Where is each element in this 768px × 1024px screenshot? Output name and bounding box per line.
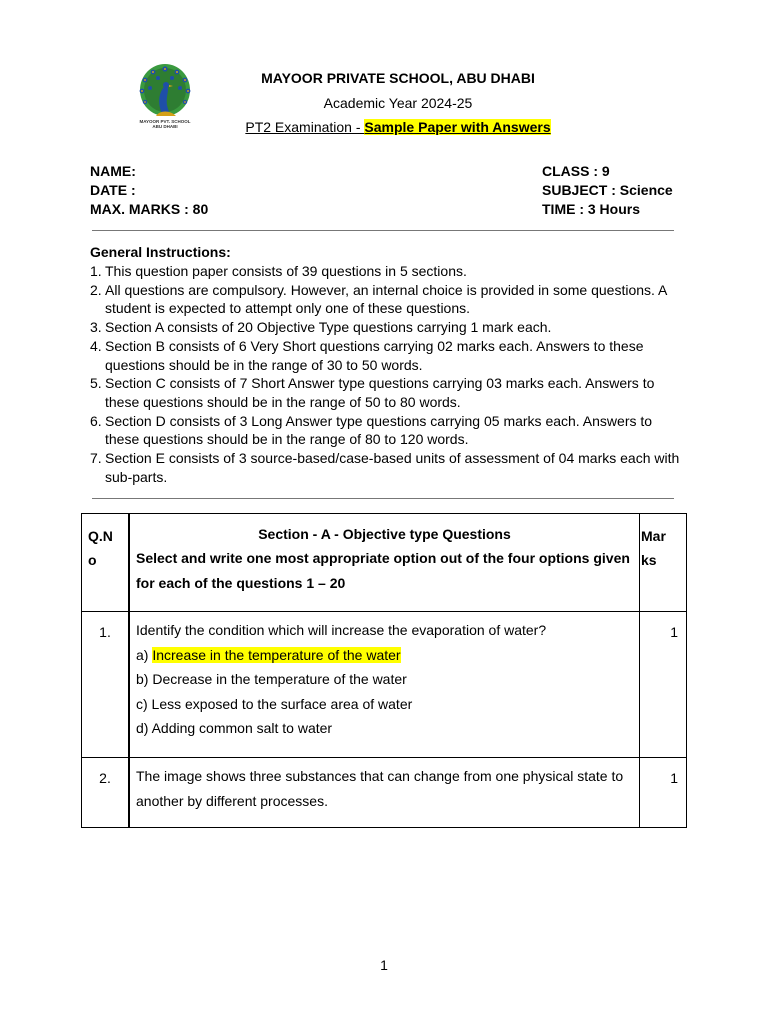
instruction-item	[90, 412, 690, 449]
instruction-number: 3.	[90, 319, 102, 336]
instruction-number: 7.	[90, 450, 102, 467]
name-field: NAME:	[90, 163, 136, 179]
qno-header-label: Q.No	[88, 528, 113, 568]
section-subtitle: Select and write one most appropriate option out of the four options given for each of the questions 1 – 20	[136, 550, 630, 591]
instruction-text: Section B consists of 6 Very Short questions carrying 02 marks each. Answers to these questions should be in the range of 30 to 50 words.	[105, 337, 644, 373]
table-row	[82, 758, 687, 828]
question-number: 1.	[82, 612, 130, 758]
instructions-list	[90, 262, 690, 486]
instruction-text: This question paper consists of 39 questions in 5 sections.	[105, 263, 467, 279]
section-title: Section - A - Objective type Questions	[258, 526, 511, 542]
section-header-cell	[129, 514, 640, 612]
option-c: c) Less exposed to the surface area of water	[136, 695, 413, 712]
logo-caption-line1: MAYOOR PVT. SCHOOL	[139, 119, 191, 124]
meta-right	[542, 162, 673, 219]
exam-title	[14, 119, 768, 135]
meta-left	[90, 162, 208, 219]
instruction-text: All questions are compulsory. However, an internal choice is provided in some questions. A student is expected to attempt only one of these questions.	[105, 281, 667, 317]
instruction-item	[90, 281, 690, 318]
questions-table	[81, 513, 687, 828]
option-d: d) Adding common salt to water	[136, 720, 333, 737]
instructions-title: General Instructions:	[90, 244, 231, 260]
option-a-prefix: a)	[136, 646, 153, 663]
instruction-item	[90, 262, 690, 281]
max-marks: MAX. MARKS : 80	[90, 201, 209, 217]
exam-title-highlight: Sample Paper with Answers	[364, 119, 551, 135]
instruction-number: 4.	[90, 337, 102, 354]
school-name: MAYOOR PRIVATE SCHOOL, ABU DHABI	[261, 70, 535, 86]
option-b: b) Decrease in the temperature of the water	[136, 671, 407, 688]
instruction-number: 5.	[90, 375, 102, 392]
exam-title-prefix: PT2 Examination -	[245, 119, 365, 135]
instruction-number: 1.	[90, 263, 102, 279]
academic-year: Academic Year 2024-25	[323, 95, 473, 111]
qno-header	[82, 514, 130, 612]
date-field: DATE :	[90, 182, 136, 198]
time-field: TIME : 3 Hours	[542, 201, 641, 217]
table-row	[82, 612, 687, 758]
instruction-item	[90, 337, 690, 374]
marks-header-label: Marks	[641, 528, 666, 568]
option-a-answer: Increase in the temperature of the water	[152, 646, 401, 663]
divider-bottom	[92, 498, 674, 499]
instruction-item	[90, 318, 690, 337]
question-body	[129, 758, 640, 828]
instruction-number: 6.	[90, 412, 102, 429]
instruction-number: 2.	[90, 281, 102, 298]
option-a	[136, 643, 633, 668]
instruction-item	[90, 449, 690, 486]
question-marks: 1	[640, 758, 687, 828]
question-text: Identify the condition which will increase the evaporation of water?	[136, 622, 547, 638]
divider-top	[92, 230, 674, 231]
question-marks: 1	[640, 612, 687, 758]
logo-caption-line2: ABU DHABI	[152, 124, 178, 129]
instruction-text: Section D consists of 3 Long Answer type questions carrying 05 marks each. Answers to these questions should be in the range of 80 to 120 words.	[105, 412, 653, 448]
instruction-text: Section E consists of 3 source-based/case-based units of assessment of 04 marks each with sub-parts.	[105, 450, 680, 485]
page-number: 1	[380, 957, 388, 973]
instruction-item	[90, 374, 690, 411]
subject-field: SUBJECT : Science	[542, 182, 673, 198]
instruction-text: Section A consists of 20 Objective Type questions carrying 1 mark each.	[105, 319, 552, 336]
class-field: CLASS : 9	[542, 163, 610, 179]
question-body	[129, 612, 640, 758]
question-number: 2.	[82, 758, 130, 828]
marks-header	[640, 514, 687, 612]
table-header-row	[82, 514, 687, 612]
instruction-text: Section C consists of 7 Short Answer type questions carrying 03 marks each. Answers to these questions should be in the range of 50 to 80 words.	[105, 375, 655, 410]
question-text: The image shows three substances that can change from one physical state to another by different processes.	[136, 768, 624, 809]
